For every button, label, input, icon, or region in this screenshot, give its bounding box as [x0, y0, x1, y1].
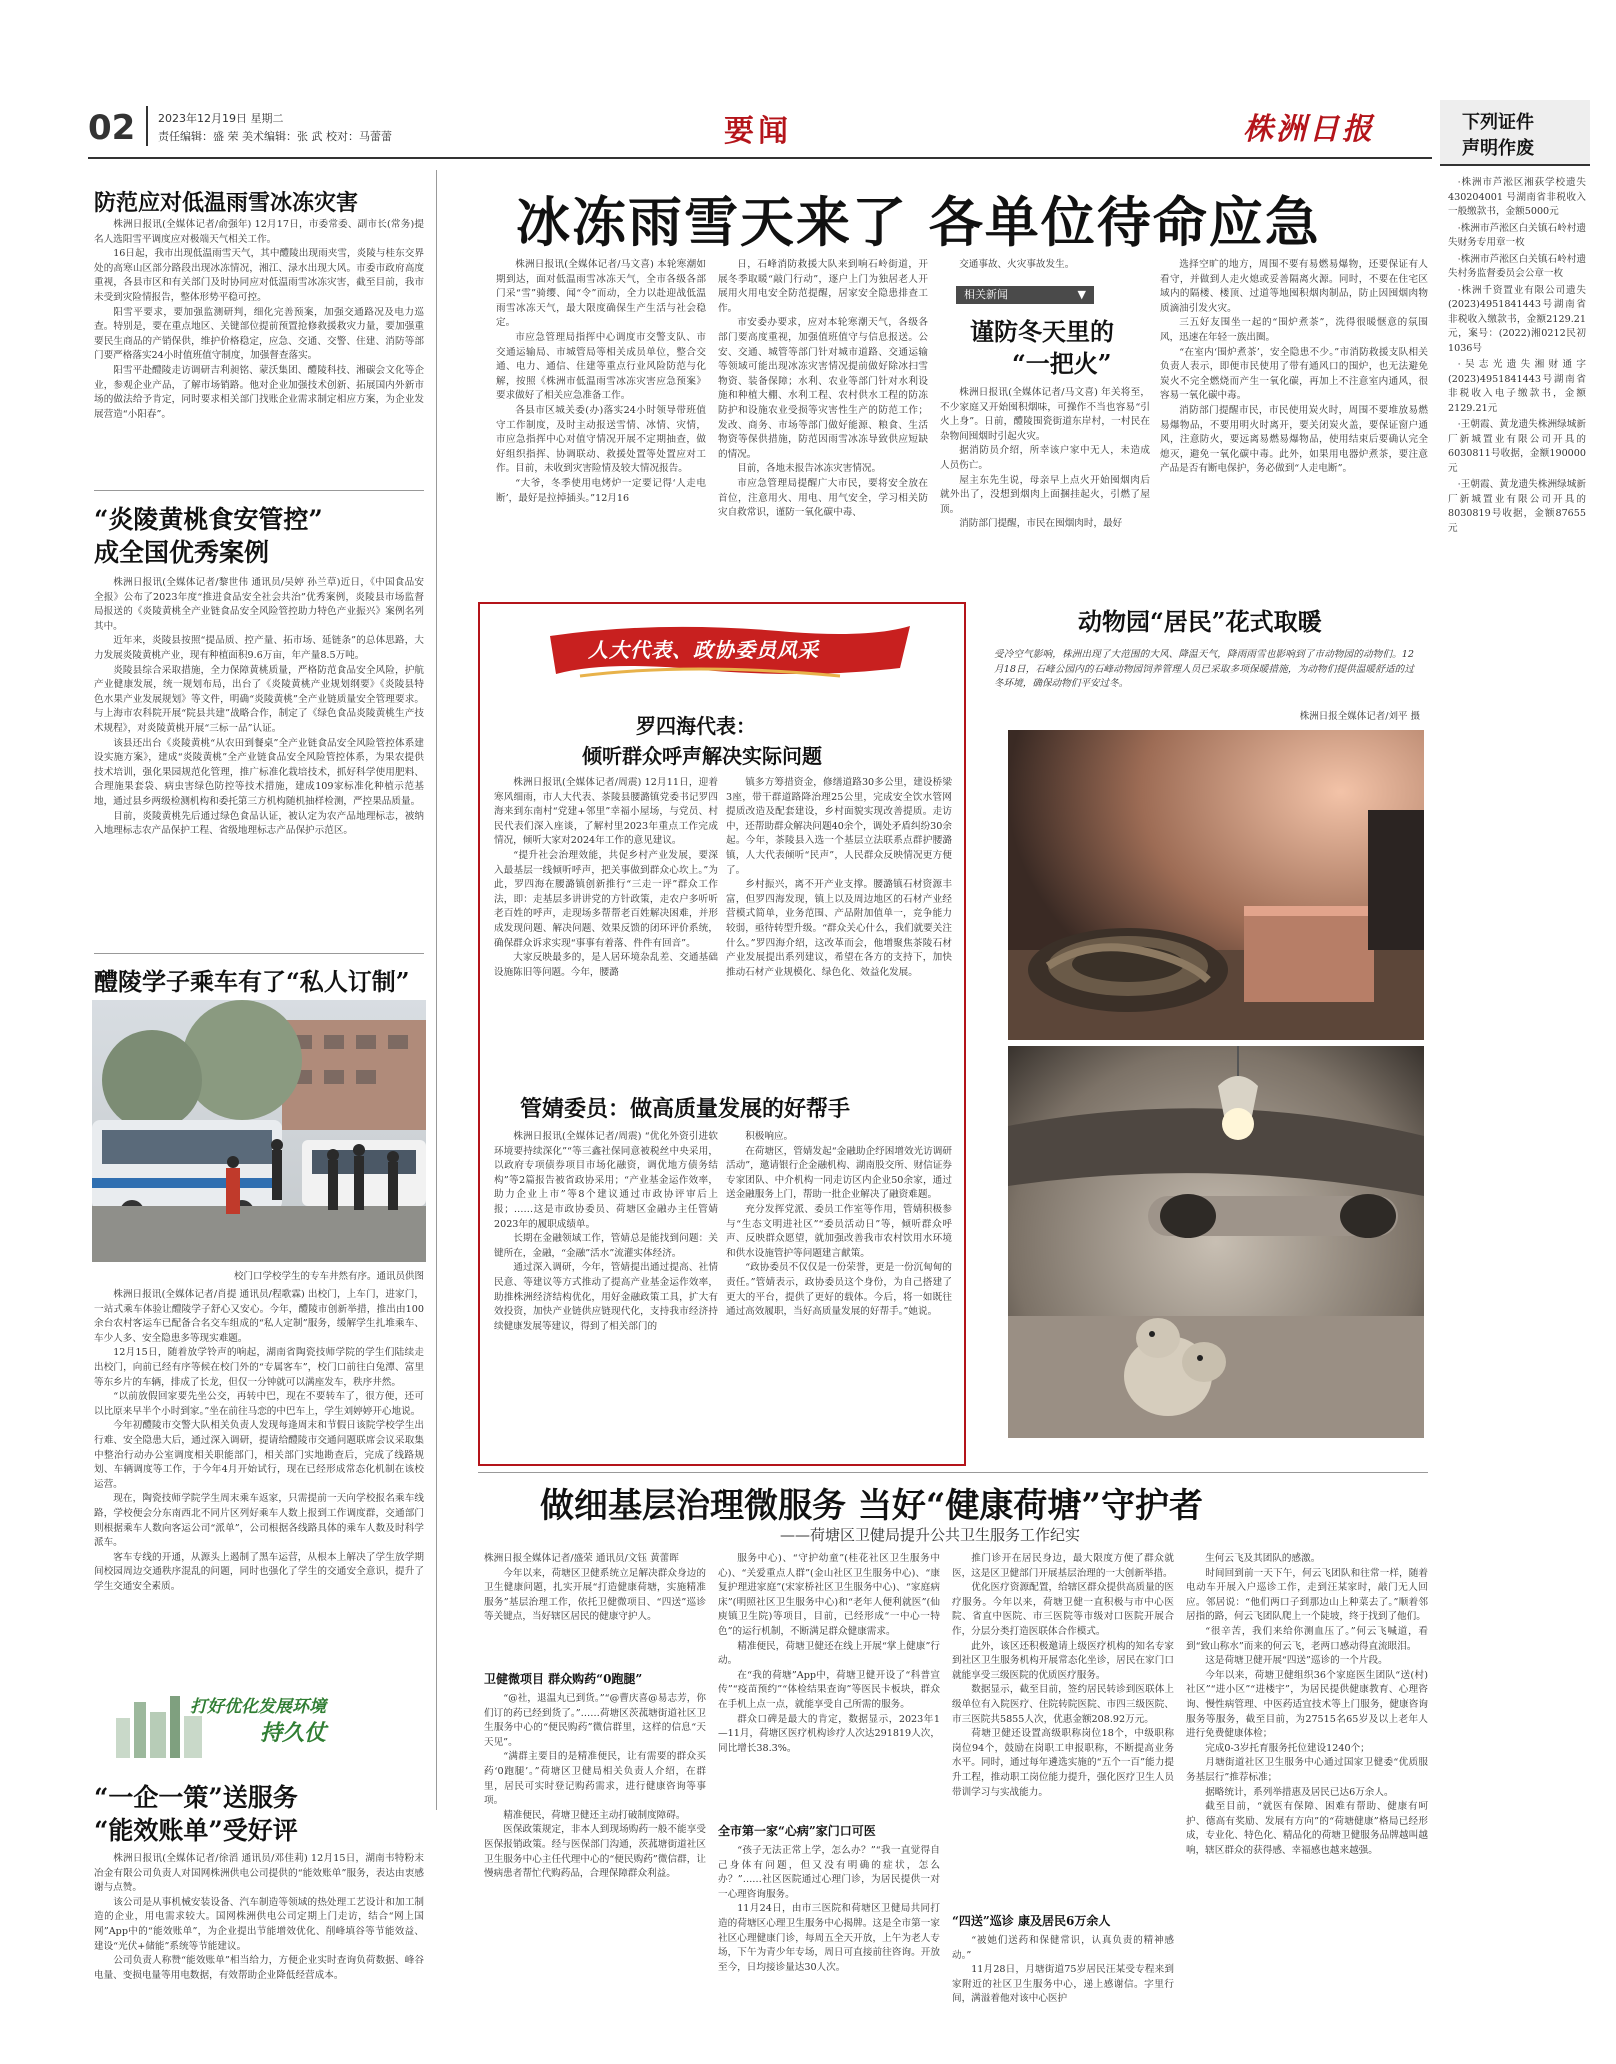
paragraph: 屋主东先生说，母亲早上点火开始囤烟肉后就外出了，没想到烟肉上面捆挂起火，引燃了屋顶。	[940, 474, 1150, 515]
notice-entry: ·株洲千资置业有限公司遗失(2023)4951841443号湖南省非税收入缴款书，金额2129.21元，案号：(2022)湘0212民初1036号	[1448, 284, 1586, 354]
zoo-title: 动物园“居民”花式取暖	[1078, 607, 1322, 636]
paragraph: 时间回到前一天下午，何云飞团队和往常一样，随着电动车开展入户巡诊工作，走到汪某家时，敲门无人回应。邻居说：“他们两口子到那边山上种菜去了。”顺着邻居指的路，何云飞团队爬上一个陡坡，终于找到了他们。	[1186, 1567, 1428, 1623]
notice-title-1: 下列证件	[1462, 112, 1534, 133]
paragraph: 日，石峰消防救援大队来到响石岭街道，开展冬季取暖“敲门行动”，逐户上门为独居老人开展用火用电安全防范提醒，居家安全隐患排查工作。	[718, 259, 928, 314]
notice-entry: ·株洲市芦淞区白关镇石岭村遗失财务专用章一枚	[1448, 222, 1586, 248]
article-column	[484, 1692, 706, 2048]
related-news-tag	[956, 286, 1094, 304]
related-title: “一把火”	[1012, 349, 1112, 378]
paragraph: 市安委办要求，应对本轮寒潮天气，各级各部门要高度重视，加强值班值守与信息报送。公安、交通、城管等部门针对城市道路、交通运输等领域可能出现冰冻灾害情况提前做好除冰扫雪物资、装备保障；水利、农业等部门针对水利设施和种植大棚、水利工程、农村供水工程的防冻防护和设施农业受损等灾害性生产的防范工作；发改、商务、市场等部门做好能源、粮食、生活物资等保供措施，防范因雨雪冰冻导致供应短缺的情况。	[718, 317, 928, 460]
paragraph: 选择空旷的地方，周围不要有易燃易爆物，还要保证有人看守，并做到人走火熄或妥善隔离火源。同时，不要在住宅区域内的隔楼、楼顶、过道等地囤积烟肉制品，防止因囤烟肉物质滴油引发火灾。	[1160, 259, 1428, 314]
related-title: 谨防冬天里的	[970, 317, 1114, 346]
meerkat-photo	[1008, 1046, 1424, 1438]
paragraph: 在“我的荷塘”App中，荷塘卫健开设了“科普宣传”“疫苗预约”“体检结果查询”等医民卡板块，群众在手机上点一点，就能享受自己所需的服务。	[718, 1669, 940, 1710]
paragraph: 三五好友围坐一起的“围炉煮茶”，洗得很暖惬意的氛围风，迅速在年轻一族出圈。	[1160, 317, 1428, 343]
paragraph: 精准便民，荷塘卫健还在线上开展“掌上健康”行动。	[718, 1640, 940, 1667]
zoo-intro: 受冷空气影响，株洲出现了大范围的大风、降温天气，降雨雨雪也影响到了市动物园的动物们。12月18日，石峰公园内的石峰动物园饲养管理人员已采取多项保暖措施，为动物们提供温暖舒适的过冬环境，确保动物们平安过冬。	[994, 649, 1414, 689]
article-body	[94, 218, 424, 446]
editors-line: 责任编辑：盛 荣 美术编辑：张 武 校对：马蕾蕾	[158, 130, 392, 143]
npc-banner-text: 人大代表、政协委员风采	[588, 638, 819, 662]
paragraph: 通过深入调研，今年，管婧提出通过提高、社情民意、等建议等方式推动了提高产业基金运作效率，助推株洲经济结构优化，用好金融政策工具，扩大有效投资，加快产业链供应链现代化，支持我市经济持续健康发展等建议，得到了相关部门的	[494, 1262, 718, 1332]
section-title: 要闻	[724, 114, 792, 149]
article-title: “炎陵黄桃食安管控”	[94, 505, 323, 534]
npc-article-title: 倾听群众呼声解决实际问题	[582, 744, 822, 768]
related-news-label: 相关新闻	[964, 288, 1008, 301]
paragraph: 客车专线的开通，从源头上遏制了黑车运营，从根本上解决了学生放学期间校园周边交通秩序混乱的问题，同时也强化了学生的交通安全意识，提升了学生交通安全素质。	[94, 1551, 424, 1592]
paragraph: 这是荷塘卫健开展“四送”巡诊的一个片段。	[1205, 1655, 1388, 1667]
npc-article-column	[726, 1130, 952, 1450]
paragraph: 炎陵县综合采取措施，全力保障黄桃质量，严格防范食品安全风险，护航产业健康发展，统一规划布局，出台了《炎陵黄桃产业规划纲要》《炎陵县特色水果产业发展规划》等文件，明确“炎陵黄桃”全产业链质量安全管理要求。与上海市农科院开展“院县共建”战略合作，制定了《绿色食品炎陵黄桃生产技术规程》，对炎陵黄桃开展“三标一品”认证。	[94, 664, 424, 734]
paragraph: 群众口碑是最大的肯定，数据显示，2023年1—11月，荷塘区医疗机构诊疗人次达291819人次，同比增长38.3%。	[718, 1713, 940, 1754]
paragraph: 完成0-3岁托育服务托位建设1240个；	[1205, 1742, 1370, 1754]
paragraph: 阳雪平要求，要加强监测研判，细化完善预案，加强交通路况及电力巡查。特别是，要在重点地区、关键部位提前预置抢修救援救灾力量，要加强重要民生商品的产销保供，维护价格稳定，应急、交通、交警、住建、消防等部门要严格落实24小时值班值守制度，加强督查落实。	[94, 306, 424, 362]
article-column	[718, 1552, 940, 1814]
paragraph: 公司负责人称赞“能效账单”相当给力，方便企业实时查询负荷数据、峰谷电量、变损电量等用电数据，有效帮助企业降低经营成本。	[94, 1955, 424, 1981]
paragraph: 市应急管理局指挥中心调度市交警支队、市交通运输局、市城管局等相关成员单位，整合交通、电力、通信、住建等重点行业风险防范与化解，按照《株洲市低温雨雪冰冻灾害应急预案》要求做好了相关应急准备工作。	[496, 331, 706, 402]
paragraph: 株洲日报全媒体记者/盛荣 通讯员/文钰 黄蕾晖	[484, 1553, 679, 1564]
paragraph: 株洲日报讯(全媒体记者/马文喜) 年关将至，不少家庭又开始囤积烟味，可操作不当也容易“引火上身”。日前，醴陵围瓷街道东岸村，一村民在杂物间囤烟时引起火灾。	[940, 387, 1150, 442]
paragraph: 充分发挥党派、委员工作室等作用，管婧积极参与“生态文明进社区”“委员活动日”等，倾听群众呼声、反映群众愿望，就加强改善我市农村饮用水环境和供水设施管护等问题建言献策。	[726, 1203, 952, 1259]
paragraph: 数据显示，截至目前，签约居民转诊到医联体上级单位有入院医疗、住院转院医院、市四三级医院、市三医院共5855人次，优惠金额208.92万元。	[952, 1684, 1174, 1725]
paragraph: 该公司是从事机械安装设备、汽车制造等领域的热处理工艺设计和加工制造的企业，用电需求较大。国网株洲供电公司定期上门走访，结合“网上国网”App中的“能效账单”，为企业提出节能增效优化、削峰填谷等节能效益、建设“光伏+储能”系统等节能建议。	[94, 1896, 424, 1952]
paragraph: 据略统计，系列举措惠及居民已达6万余人。	[1205, 1786, 1394, 1798]
main-headline: 冰冻雨雪天来了 各单位待命应急	[516, 190, 1321, 254]
article-column	[940, 258, 1150, 278]
zoo-photo-credit: 株洲日报全媒体记者/刘平 摄	[1299, 711, 1420, 722]
paragraph: 株洲日报讯(全媒体记者/徐滔 通讯员/邓佳莉) 12月15日，湖南韦特粉末冶金有限公司负责人对国网株洲供电公司提供的“能效账单”服务，表达由衷感谢与点赞。	[94, 1853, 424, 1894]
issue-date: 2023年12月19日 星期二	[158, 112, 284, 125]
article-column	[940, 386, 1150, 586]
paragraph: 消防部门提醒，市民在囤烟肉时，最好	[959, 518, 1123, 530]
article-column	[952, 1552, 1174, 1902]
article-title: 成全国优秀案例	[94, 538, 270, 567]
paragraph: 积极响应。	[745, 1131, 794, 1142]
paragraph: 此外，该区还积极邀请上级医疗机构的知名专家到社区卫生服务机构开展常态化坐诊，居民在家门口就能享受三级医院的优质医疗服务。	[952, 1640, 1174, 1681]
notice-sidebar	[1440, 100, 1590, 740]
bottom-subhead: ——荷塘区卫健局提升公共卫生服务工作纪实	[780, 1526, 1081, 1544]
paragraph: 交通事故、火灾事故发生。	[959, 259, 1075, 270]
paragraph: 株洲日报讯(全媒体记者/俞强年) 12月17日，市委常委、副市长(常务)提名人选阳雪平调度应对极端天气相关工作。	[94, 219, 424, 245]
paragraph: “@社，退温丸已到货。”“@曹庆喜@易志芳，你们订的药已经到货了。”……荷塘区茨菰塘街道社区卫生服务中心的“便民购药”微信群里，这样的信息“天天见”。	[484, 1693, 706, 1748]
article-title: “能效账单”受好评	[94, 1816, 298, 1845]
paragraph: 荷塘卫健还设置高级职称岗位18个，中级职称岗位94个，鼓励在岗职工申报职称，不断提高业务水平。同时，通过每年遴选实施的“五个一百”能力提升工程，推动职工岗位能力提升，强化医疗卫生人员带训学习与实战能力。	[952, 1728, 1174, 1798]
notice-entry: ·株洲市芦淞区湘荻学校遗失430204001 号湖南省非税收入一般缴款书，金额5000元	[1448, 177, 1586, 217]
paragraph: “大爷，冬季使用电烤炉一定要记得‘人走电断’，最好是拉掉插头。”12月16	[496, 477, 706, 504]
paragraph: 优化医疗资源配置，给辖区群众提供高质量的医疗服务。今年以来，荷塘卫健一直积极与市中心医院、省直中医院、市三医院等市级对口医院开展合作，分层分类打造医联体合作模式。	[952, 1582, 1174, 1637]
photo-caption: 校门口学校学生的专车井然有序。通讯员供图	[233, 1271, 424, 1282]
article-column	[952, 1934, 1174, 2048]
paragraph: 株洲日报讯(全媒体记者/肖提 通讯员/程歌霖) 出校门，上车门，进家门，一站式乘车体验让醴陵学子舒心又安心。今年，醴陵市创新举措，推出由100余台农村客运车已配备合名交车组成的“私人定制”服务，缓解学生扎堆乘车、车少人多、安全隐患多等现实难题。	[94, 1289, 424, 1344]
notice-entry: ·株洲市芦淞区白关镇石岭村遗失村务监督委员会公章一枚	[1448, 253, 1586, 279]
campaign-banner	[110, 1682, 410, 1762]
article-column	[1186, 1552, 1428, 2048]
paragraph: 株洲日报讯(全媒体记者/马文喜) 本轮寒潮如期到达，面对低温雨雪冰冻天气，全市各级各部门采“雪”骑缨、闻“令”而动，全力以赴迎战低温雨雪冰冻天气，最大限度确保生产生活与社会稳定。	[496, 259, 706, 329]
paragraph: “以前放假回家要先坐公交，再转中巴，现在不要转车了，很方便，还可以比原来早半个小时到家。”坐在前往马恋的中巴车上，学生刘婷婷开心地说。	[94, 1391, 424, 1417]
article-column	[1160, 258, 1428, 588]
paragraph: “政协委员不仅仅是一份荣誉，更是一份沉甸甸的责任。”管婧表示，政协委员这个身份，为自己搭建了更大的平台，提供了更好的载体。今后，将一如既往通过高效履职，当好高质量发展的好帮手。”她说。	[726, 1262, 952, 1318]
npc-article-column	[494, 776, 718, 1088]
article-column	[484, 1552, 706, 1662]
paragraph: 12月15日，随着放学铃声的响起，湖南省陶瓷技师学院的学生们陆续走出校门，向前已经有序等候在校门外的“专属客车”，校门口前往白兔潭、富里等东乡片的车辆，排成了长龙，但仅一分钟就可以满座发车，秩序井然。	[94, 1347, 424, 1388]
paragraph: “孩子无法正常上学，怎么办？”“我一直觉得自己身体有问题，但又没有明确的症状，怎么办？”……社区医院通过心理门诊，为居民提供一对一心理咨询服务。	[718, 1845, 940, 1900]
article-body	[94, 576, 424, 936]
paragraph: 阳雪平赴醴陵走访调研吉利昶铭、蒙沃集团、醴陵科技、湘碳会文化等企业，参观企业产品，了解市场销路。他对企业加强技术创新、拓展国内外新市场的做法给予肯定，同时要求相关部门找账企业需求制定相应方案，为企业发展营造“小阳春”。	[94, 364, 424, 420]
notice-title-2: 声明作废	[1462, 138, 1534, 159]
paragraph: “提升社会治理效能，共促乡村产业发展，要深入最基层一线倾听呼声，把关事做到群众心坎上。”为此，罗四海在腰潞镇创新推行“三走一评”群众工作法，即：走基层多讲讲党的方针政策，走农户多听听老百姓的呼声，走现场多帮帮老百姓解决困难，并形成发现问题、解决问题、效果反馈的闭环评价系统，确保群众诉求实现“事事有着落、件件有回音”。	[494, 849, 718, 949]
paragraph: 乡村振兴，离不开产业支撑。腰潞镇石材资源丰富，但罗四海发现，镇上以及周边地区的石材产业经营模式简单，业务范围、产品附加值单一，竞争能力较弱，亟待转型升级。“群众关心什么，我们就要关注什么。”罗四海介绍，这改革而会，他增聚焦茶陵石材产业发展提出系列建议，希望在各方的支持下，加快推动石材产业规模化、绿色化、效益化发展。	[726, 879, 952, 978]
paragraph: 株洲日报讯(全媒体记者/黎世伟 通讯员/吴婷 孙兰草)近日，《中国食品安全报》公布了2023年度“推进食品安全社会共治”优秀案例，炎陵县市场监督局报送的《炎陵黄桃全产业链食品安全风险管控助力特色产业振兴》案例名列其中。	[94, 577, 424, 632]
npc-article-title: 管婧委员：做高质量发展的好帮手	[520, 1096, 851, 1122]
python-photo	[1008, 730, 1424, 1040]
paragraph: 推门诊开在居民身边，最大限度方便了群众就医，这是区卫健部门开展基层治理的一大创新举措。	[952, 1553, 1174, 1579]
paragraph: 目前，炎陵黄桃先后通过绿色食品认证，被认定为农产品地理标志，被纳入地理标志农产品保护工程、省级地理标志产品保护示范区。	[94, 810, 424, 837]
npc-article-column	[726, 776, 952, 1088]
paragraph: 今年初醴陵市交警大队相关负责人发现每逢周末和节假日该院学校学生出行难、安全隐患大后，通过深入调研，提请给醴陵市交通问题联席会议采取集中整治行动办公室调度相关职能部门，相关部门实地勘查后，完成了线路规划、车辆调度等工作，于今年4月开始试行，现在已经形成常态化机制在该校运营。	[94, 1420, 424, 1490]
notice-entry: ·吴志光遗失湘财通字(2023)4951841443号湖南省非税收入电子缴款书，金额2129.21元	[1448, 359, 1586, 414]
bottom-headline: 做细基层治理微服务 当好“健康荷塘”守护者	[540, 1486, 1203, 1526]
paragraph: 月塘街道社区卫生服务中心通过国家卫健委“优质服务基层行”推荐标准；	[1186, 1757, 1428, 1783]
paragraph: 服务中心)、“守护幼童”(桂花社区卫生服务中心)、“关爱重点人群”(金山社区卫生服务中心)、“康复护理进家庭”(宋家桥社区卫生服务中心)、“家庭病床”(明照社区卫生服务中心)和“老年人便利就医”(仙庾镇卫生院)等项目，目前，已经形成“一中心一特色”的运行机制，不断满足群众健康需求。	[718, 1553, 940, 1637]
article-body	[94, 1288, 424, 1662]
triangle-icon: ▼	[1077, 288, 1086, 301]
paragraph: 各县市区城关委(办)落实24小时领导带班值守工作制度，及时主动报送雪情、冰情、灾情，市应急指挥中心对值守情况开展不定期抽查，做好组织指挥、协调联动、救援处置等处置应对工作。目前，未收到灾害险情及较大情况报告。	[496, 404, 706, 475]
paragraph: 长期在金融领域工作，管婧总是能找到问题：关键所在，金融，“金融”活水”流灌实体经济。	[494, 1233, 718, 1259]
section-subhead: 卫健微项目 群众购药“0跑腿”	[484, 1672, 643, 1686]
article-title: 防范应对低温雨雪冰冻灾害	[94, 190, 359, 216]
notice-list	[1448, 176, 1586, 736]
paragraph: 据消防员介绍，所幸该户家中无人，未造成人员伤亡。	[940, 445, 1150, 471]
npc-article-column	[494, 1130, 718, 1450]
paragraph: 市应急管理局提醒广大市民，要将安全放在首位，注意用火、用电、用气安全，学习相关防灾自救常识，谨防一氧化碳中毒、	[718, 477, 928, 519]
paragraph: 镇多方筹措资金，修缮道路30多公里，建设桥梁3座，带干群道路降治理25公里，完成安全饮水管网提质改造及配套建设，乡村面貌实现改善提质。走访中，还帮助群众解决问题40余个，调处矛盾纠纷30余起。今年，茶陵县入选一个基层立法联系点群护腰潞镇，人大代表倾听“民声”，人民群众反映情况更方便了。	[726, 777, 952, 876]
article-title: “一企一策”送服务	[94, 1783, 298, 1812]
banner-line-1: 打好优化发展环境	[190, 1697, 326, 1717]
paragraph: 生何云飞及其团队的感激。	[1205, 1553, 1321, 1564]
article-column	[496, 258, 706, 588]
paragraph: 11月24日，由市三医院和荷塘区卫健局共同打造的荷塘区心理卫生服务中心揭牌。这是全市第一家社区心理健康门诊，每周五全天开放，上午为老人专场，下午为青少年专场，周日可直接前往咨询。开放至今，日均接诊量达30人次。	[718, 1903, 940, 1973]
section-subhead: “四送”巡诊 康及居民6万余人	[952, 1914, 1111, 1928]
paragraph: 医保政策规定，非本人到现场购药一般不能享受医保报销政策。经与医保部门沟通，茨菰塘街道社区卫生服务中心主任代理中心的“便民购药”微信群，让慢病患者帮忙代购药品，合理保障群众利益。	[484, 1824, 706, 1880]
paragraph: “在室内‘围炉煮茶’，安全隐患不少。”市消防救援支队相关负责人表示，即便市民使用了带有通风口的围炉，也无法避免炭火不完全燃烧而产生一氧化碳，再加上不注意室内通风，很容易一氧化碳中毒。	[1160, 346, 1428, 402]
paragraph: 今年以来，荷塘区卫健系统立足解决群众身边的卫生健康问题，扎实开展“打造健康荷塘，实施精准服务”基层治理工作，依托卫健微项目、“四送”巡诊等关键点，当好辖区居民的健康守护人。	[484, 1567, 706, 1623]
paragraph: “被她们送药和保健常识，认真负责的精神感动。”	[952, 1935, 1174, 1961]
article-title: 醴陵学子乘车有了“私人订制”	[94, 967, 410, 996]
school-bus-photo	[92, 1000, 426, 1262]
paragraph: 该县还出台《炎陵黄桃“从农田到餐桌”全产业链食品安全风险管控体系建设实施方案》，建成“炎陵黄桃”全产业链食品安全风险管控体系，为果农提供技术培训，强化果园规范化管理，推广标准化栽培技术，抓好科学使用肥料、合理施果套袋、病虫害绿色防控等技术措施，建成109家标准化种植示范基地，通过县乡两级检测机构和委托第三方机构随机抽样检测，严控果品质量。	[94, 737, 424, 807]
masthead	[88, 100, 1428, 158]
paragraph: 近年来，炎陵县按照“提品质、控产量、拓市场、延链条”的总体思路，大力发展炎陵黄桃产业，现有种植面积9.6万亩，年产量8.5万吨。	[94, 635, 424, 661]
page-number: 02	[88, 108, 136, 148]
notice-entry: ·王朝霞、黄龙遗失株洲绿城新厂新城置业有限公司开具的6030811号收据，金额190000元	[1448, 419, 1586, 474]
article-column	[718, 258, 928, 588]
notice-entry: ·王朝霞、黄龙遗失株洲绿城新厂新城置业有限公司开具的8030819号收据，金额87655元	[1448, 479, 1586, 534]
section-subhead: 全市第一家“心病”家门口可医	[718, 1824, 876, 1838]
paragraph: 消防部门提醒市民，市民使用炭火时，周围不要堆放易燃易爆物品，不要用明火时离开，要关闭炭火盖，要保证窗户通风，注意防火，要远离易燃易爆物品，使用结束后要确认完全熄灭，避免一氧化碳中毒。此外，如果用电器炉煮茶，要注意产品是否有断电保护，务必做到“人走电断”。	[1160, 404, 1428, 475]
paragraph: 现在，陶瓷技师学院学生周末乘车返家，只需提前一天向学校报名乘车线路，学校便会分东南西北不同片区列好乘车人数上报到工作调度群，交通部门则根据乘车人数向客运公司“派单”，公司根据各线路具体的乘车人数及时科学派车。	[94, 1493, 424, 1549]
paper-logo: 株洲日报	[1243, 112, 1375, 147]
npc-article-title: 罗四海代表：	[636, 714, 756, 738]
paragraph: 目前，各地未报告冰冻灾害情况。	[737, 463, 882, 475]
paragraph: 在荷塘区，管婧发起“金融助企纾困增效光访调研活动”，邀请银行企金融机构、湖南股交所、财信证券专家团队、中介机构一同走访区内企业50余家，通过送金融服务上门，帮助一批企业解决了融资难题。	[726, 1145, 952, 1201]
banner-line-2: 持久仗	[260, 1721, 327, 1746]
paragraph: 大家反映最多的，是人居环境杂乱差、交通基础设施陈旧等问题。今年，腰潞	[494, 952, 718, 978]
paragraph: 截至目前，“就医有保障、困难有帮助、健康有呵护、德高有奖励、发展有方向”的“荷塘健康”格局已经形成，专业化、特色化、精品化的荷塘卫健服务品牌越叫越响，辖区群众的获得感、幸福感也越来越强。	[1186, 1801, 1428, 1856]
paragraph: 株洲日报讯(全媒体记者/周震) 12月11日，迎着寒风细雨，市人大代表、茶陵县腰潞镇党委书记罗四海来到东南村“党建+邻里”幸福小屋场，与党员、村民代表们深入座谈，了解村里2023年重点工作完成情况，倾听大家对2024年工作的意见建议。	[494, 777, 718, 847]
paragraph: 精准便民，荷塘卫健还主动打破制度障碍。	[503, 1809, 686, 1821]
paragraph: “很辛苦，我们来给你测血压了。”何云飞喊道，看到“致山称水”而来的何云飞，老两口感动得直流眼泪。	[1186, 1625, 1428, 1652]
paragraph: 株洲日报讯(全媒体记者/周震) “优化外资引进软环境要持续深化”“等三鑫社保同意被税丝中央采用，以政府专项债券项目市场化融资，调优地方债务结构”等2篇报告被省政协采用；“产业基金运作效率，助力企业上市”等8个建议通过市政协评审后上报；……这是市政协委员、荷塘区金融办主任管婧2023年的履职成绩单。	[494, 1131, 718, 1230]
paragraph: 16日起，我市出现低温雨雪天气，其中醴陵出现雨夹雪，炎陵与桂东交界处的高寒山区部分路段出现冰冻情况，湘江、渌水出现大风。市委市政府高度重视，各县市区和有关部门及时协同应对低温雨雪冰冻灾害，截至目前，我市未受到灾险情报告，整体形势平稳可控。	[94, 248, 424, 303]
paragraph: 11月28日，月塘街道75岁居民汪某受专程来到家附近的社区卫生服务中心，递上感谢信。字里行间，满溢着他对该中心医护	[952, 1964, 1174, 2005]
article-column	[718, 1844, 940, 2048]
npc-banner	[540, 618, 920, 682]
paragraph: 今年以来，荷塘卫健组织36个家庭医生团队“送(村)社区”“进小区”“进楼宇”，为居民提供健康教育、心理咨询、慢性病管理、中医药适宜技术等上门服务，健康咨询服务等服务，截至目前，为27515名65岁及以上老年人进行免费健康体检；	[1186, 1669, 1428, 1740]
article-body	[94, 1852, 424, 2048]
paragraph: “满群主要目的是精准便民，让有需要的群众买药‘0跑腿’。”荷塘区卫健局相关负责人介绍，在群里，居民可实时登记购药需求，进行健康咨询等事项。	[484, 1751, 706, 1807]
